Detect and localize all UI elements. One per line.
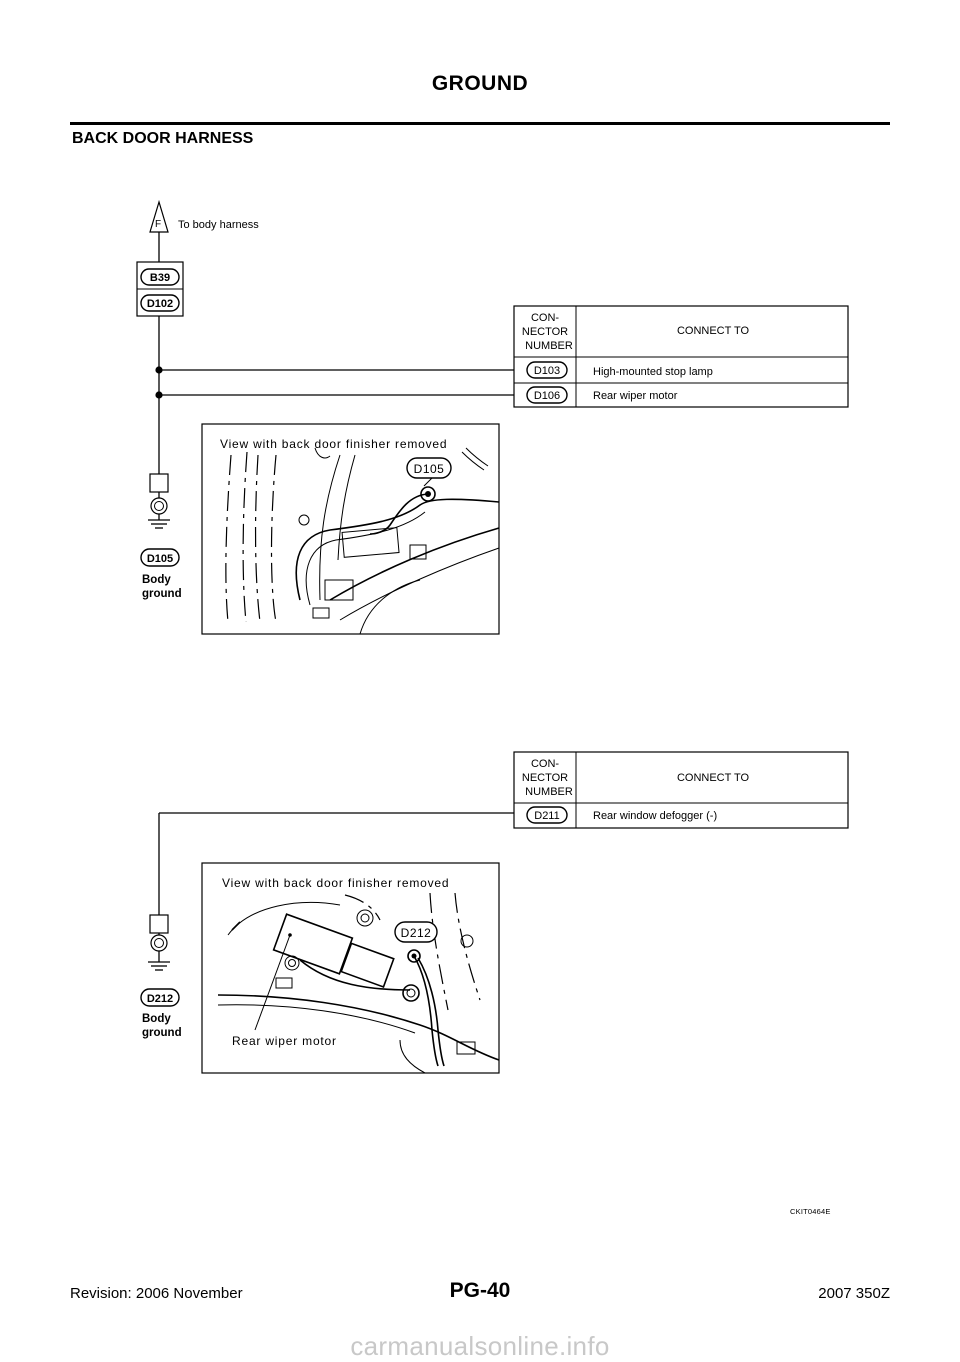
table1-row-connector: D106 [533, 390, 561, 402]
photo2-callout: D212 [400, 926, 432, 940]
connector-f-symbol [150, 202, 168, 232]
ground-symbol-1 [148, 474, 170, 528]
ground2-label-line2: ground [142, 1027, 182, 1039]
ground1-connector: D105 [146, 553, 174, 565]
photo-view-1 [202, 424, 499, 634]
section-heading: BACK DOOR HARNESS [72, 130, 254, 147]
footer-model: 2007 350Z [818, 1285, 890, 1302]
page-title: GROUND [431, 72, 529, 95]
photo2-part-label: Rear wiper motor [232, 1034, 337, 1048]
to-body-harness-label: To body harness [178, 219, 259, 231]
photo1-caption: View with back door finisher removed [220, 437, 448, 451]
table1-header-connector-line3: NUMBER [525, 340, 573, 352]
connect-to-table-2 [514, 752, 848, 828]
connector-pill-b39: B39 [149, 272, 171, 284]
photo1-callout: D105 [413, 462, 445, 476]
table2-row-connector: D211 [534, 810, 560, 822]
footer-page-number: PG-40 [449, 1279, 511, 1302]
table2-header-connector-line3: NUMBER [525, 786, 573, 798]
figure-code: CKIT0464E [790, 1207, 831, 1216]
photo2-caption: View with back door finisher removed [222, 876, 450, 890]
table2-header-connect-to: CONNECT TO [676, 772, 750, 784]
footer-revision: Revision: 2006 November [70, 1285, 243, 1302]
photo-view-2 [202, 863, 499, 1073]
ground-symbol-2 [148, 915, 170, 970]
ground1-label-line2: ground [142, 588, 182, 600]
table1-row-connector: D103 [533, 365, 561, 377]
ground1-label-line1: Body [142, 574, 171, 586]
ground2-label-line1: Body [142, 1013, 171, 1025]
table2-row-connect-to: Rear window defogger (-) [593, 810, 718, 822]
table1-header-connect-to: CONNECT TO [676, 325, 750, 337]
connector-f-label: F [155, 219, 162, 230]
ground2-connector: D212 [146, 993, 174, 1005]
table2-header-connector-line2: NECTOR [521, 772, 569, 784]
connect-to-table-1 [514, 306, 848, 407]
table1-header-connector-line1: CON- [530, 312, 560, 324]
table1-row-connect-to: Rear wiper motor [593, 390, 678, 402]
watermark: carmanualsonline.info [350, 1331, 610, 1361]
table1-header-connector-line2: NECTOR [521, 326, 569, 338]
connector-box-b39-d102 [137, 262, 183, 316]
table2-header-connector-line1: CON- [530, 758, 560, 770]
connector-pill-d102: D102 [146, 298, 174, 310]
table1-row-connect-to: High-mounted stop lamp [593, 366, 713, 378]
